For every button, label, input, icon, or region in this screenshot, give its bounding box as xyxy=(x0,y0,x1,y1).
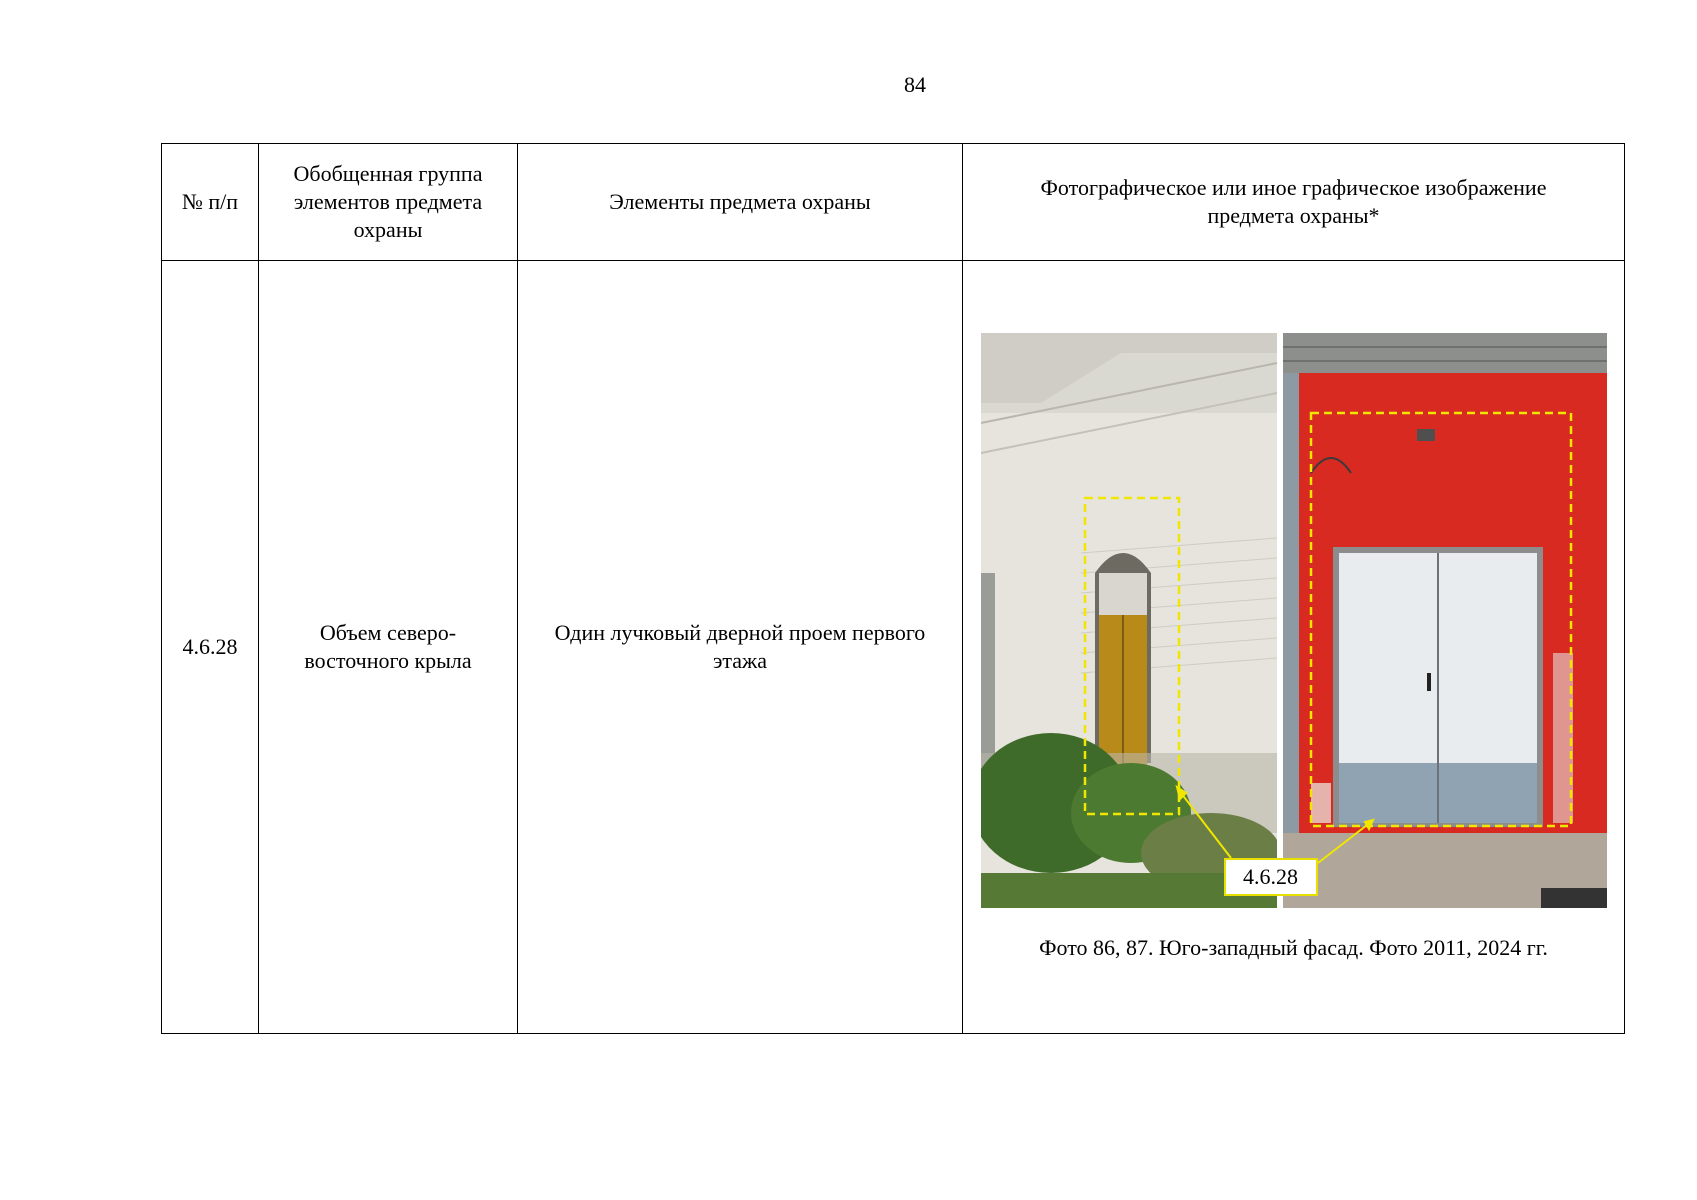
row-num: 4.6.28 xyxy=(162,261,259,1034)
header-elements: Элементы предмета охраны xyxy=(518,144,963,261)
protection-table xyxy=(161,143,1625,1034)
photo-callout-label: 4.6.28 xyxy=(1224,858,1318,896)
photo-caption: Фото 86, 87. Юго-западный фасад. Фото 2011, 2024 гг. xyxy=(1039,934,1548,960)
header-group: Обобщенная группа элементов предмета охраны xyxy=(259,144,518,261)
page-number: 84 xyxy=(904,72,926,97)
photo-illustration xyxy=(981,333,1607,908)
table-row xyxy=(162,261,1625,1034)
row-elements: Один лучковый дверной проем первого этажа xyxy=(518,261,963,1034)
header-num: № п/п xyxy=(162,144,259,261)
photo-86 xyxy=(981,333,1281,908)
photo-87 xyxy=(1283,333,1607,908)
header-photo: Фотографическое или иное графическое изображение предмета охраны* xyxy=(963,144,1625,261)
row-photo xyxy=(963,261,1625,1034)
table-header-row xyxy=(162,144,1625,261)
row-group: Объем северо-восточного крыла xyxy=(259,261,518,1034)
photo-pair xyxy=(981,333,1607,908)
